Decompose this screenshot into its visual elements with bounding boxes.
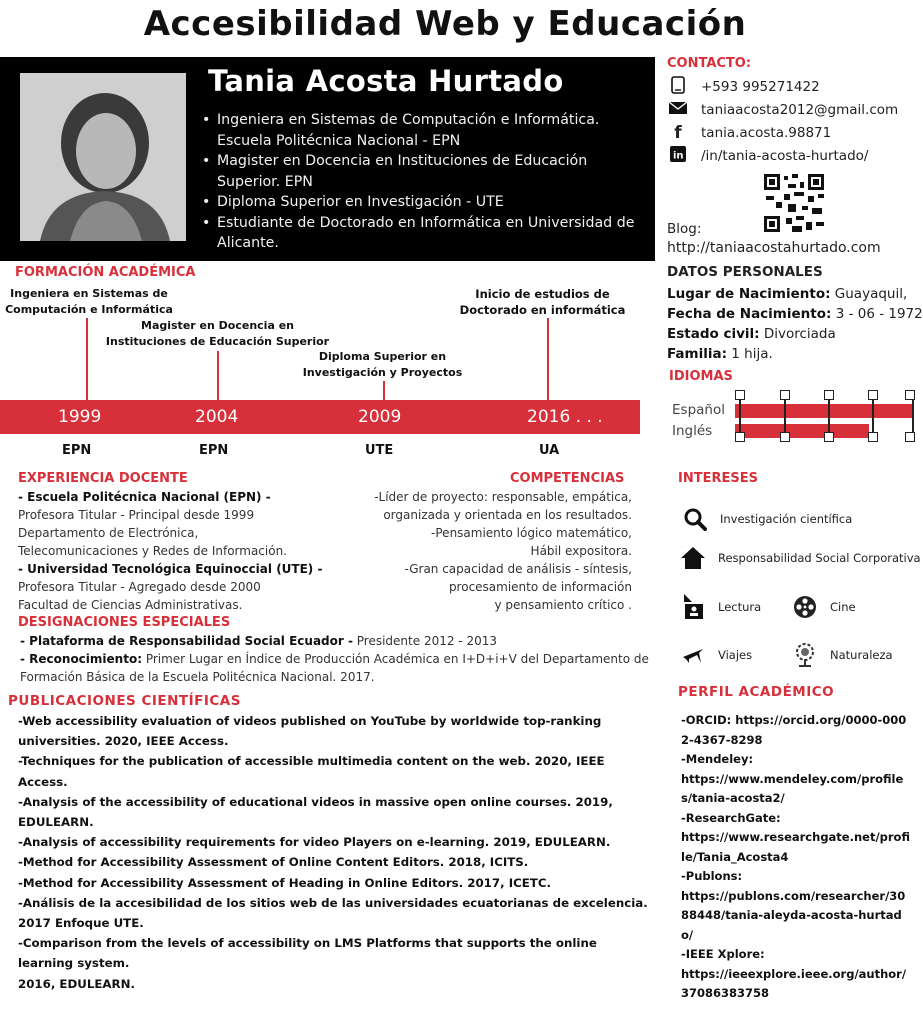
- contact-facebook[interactable]: f tania.acosta.98871: [667, 121, 923, 144]
- ieee-link[interactable]: https://ieeexplore.ieee.org/author/37086383758: [681, 966, 907, 1000]
- contact-linkedin[interactable]: in /in/tania-acosta-hurtado/: [667, 144, 923, 167]
- phone-icon: [667, 76, 689, 98]
- birthplace-row: Lugar de Nacimiento: Guayaquil,: [667, 286, 908, 302]
- email-icon: [667, 101, 689, 119]
- publications-list: [18, 711, 654, 994]
- family-row: Familia: 1 hija.: [667, 346, 773, 362]
- blog-link[interactable]: http://taniaacostahurtado.com: [667, 240, 881, 256]
- tree-icon: [790, 640, 820, 670]
- book-icon: [678, 592, 708, 622]
- magnifier-icon: [680, 504, 710, 534]
- profile-heading: PERFIL ACADÉMICO: [678, 684, 835, 700]
- profile-list: -ORCID: https://orcid.org/0000-0002-4367-8298 -Mendeley: https://www.mendeley.com/profiles/tania-acosta2/ -ResearchGate: https://www.researchgate.net/profile/Tania_Acosta4 -Publons: https://publons.com/researcher/3088448/tania-aleyda-acosta-hurtado/ -IEEE Xplore: https://ieeexplore.ieee.org/author/37086383758: [681, 711, 913, 1004]
- film-reel-icon: [790, 592, 820, 622]
- qr-code[interactable]: [762, 172, 826, 234]
- contact-list: [667, 75, 923, 167]
- interest-reading: Lectura: [678, 592, 761, 622]
- formation-heading: FORMACIÓN ACADÉMICA: [15, 265, 196, 280]
- degree-item: • Ingeniera en Sistemas de Computación e Informática. Escuela Politécnica Nacional - EPN: [200, 110, 650, 151]
- interest-research: Investigación científica: [680, 504, 852, 534]
- publication-item: -Web accessibility evaluation of videos published on YouTube by worldwide top-ranking universities. 2020, IEEE Access.: [18, 714, 602, 749]
- contact-phone: +593 995271422: [667, 75, 923, 98]
- experience-epn: - Escuela Politécnica Nacional (EPN) -: [18, 490, 271, 504]
- blog-label: Blog:: [667, 221, 702, 237]
- house-icon: [678, 543, 708, 573]
- language-levels: [735, 390, 915, 442]
- interests-heading: INTERESES: [678, 471, 758, 486]
- publication-item: -Analysis of accessibility requirements for video Players on e-learning. 2019, EDULEARN.: [18, 835, 611, 850]
- interest-social: Responsabilidad Social Corporativa: [678, 543, 921, 573]
- svg-text:in: in: [673, 150, 684, 161]
- profile-photo: [20, 73, 186, 241]
- publication-item: -Analysis of the accessibility of educational videos in massive open online courses. 2019, EDULEARN.: [18, 794, 613, 830]
- timeline-label-1999: Ingeniera en Sistemas de Computación e Informática: [5, 287, 173, 316]
- interest-nature: Naturaleza: [790, 640, 893, 670]
- timeline-institution: UTE: [365, 443, 394, 458]
- experience-list: - Escuela Politécnica Nacional (EPN) - Profesora Titular - Principal desde 1999 Departamento de Electrónica, Telecomunicaciones y Redes de Información. - Universidad Tecnológica Equinoccial (UTE) - Profesora Titular - Agregado desde 2000 Facultad de Ciencias Administrativas.: [18, 488, 338, 614]
- timeline-label-2004: Magister en Docencia en Instituciones de Educación Superior: [105, 319, 330, 348]
- designations-list: - Plataforma de Responsabilidad Social Ecuador - Presidente 2012 - 2013 - Reconocimiento: Primer Lugar en Índice de Producción Académica en I+D+i+V del Departamento de Formación Básica de la Escuela Politécnica Nacional. 2017.: [20, 634, 649, 684]
- timeline-year: 1999: [58, 407, 102, 427]
- degree-item: • Diploma Superior en Investigación - UTE: [200, 192, 650, 213]
- linkedin-icon: [667, 146, 689, 166]
- timeline-year: 2016 . . .: [527, 407, 603, 427]
- timeline-year: 2004: [195, 407, 239, 427]
- language-name: Español: [672, 402, 725, 418]
- facebook-icon: f: [674, 122, 682, 143]
- timeline-year: 2009: [358, 407, 402, 427]
- researchgate-link[interactable]: https://www.researchgate.net/profile/Tania_Acosta4: [681, 830, 910, 864]
- person-name: Tania Acosta Hurtado: [208, 64, 564, 98]
- page-title: Accesibilidad Web y Educación: [143, 4, 747, 44]
- airplane-icon: [678, 640, 708, 670]
- timeline-institution: EPN: [199, 443, 229, 458]
- timeline-label-2009: Diploma Superior en Investigación y Proyectos: [302, 350, 463, 379]
- civil-status-row: Estado civil: Divorciada: [667, 326, 836, 342]
- experience-ute: - Universidad Tecnológica Equinoccial (UTE) -: [18, 562, 323, 576]
- personal-data-heading: DATOS PERSONALES: [667, 264, 823, 280]
- timeline-institution: UA: [539, 443, 560, 458]
- interest-travel: Viajes: [678, 640, 752, 670]
- interest-cinema: Cine: [790, 592, 856, 622]
- experience-heading: EXPERIENCIA DOCENTE: [18, 471, 188, 486]
- degree-item: • Estudiante de Doctorado en Informática en Universidad de Alicante.: [200, 213, 650, 254]
- competencies-heading: COMPETENCIAS: [510, 471, 625, 486]
- languages-heading: IDIOMAS: [669, 369, 733, 384]
- contact-email[interactable]: taniaacosta2012@gmail.com: [667, 98, 923, 121]
- timeline-label-2016: Inicio de estudios de Doctorado en informática: [459, 287, 626, 317]
- publication-item: -Comparison from the levels of accessibility on LMS Platforms that supports the online learning system.: [18, 936, 597, 971]
- publons-link[interactable]: https://publons.com/researcher/3088448/tania-aleyda-acosta-hurtado/: [681, 888, 906, 942]
- language-level-bar: [735, 424, 869, 438]
- publication-item: 2016, EDULEARN.: [18, 976, 135, 991]
- publication-item: -Method for Accessibility Assessment of Online Content Editors. 2018, ICITS.: [18, 855, 529, 870]
- portrait-image: [20, 73, 186, 241]
- mendeley-link[interactable]: https://www.mendeley.com/profiles/tania-acosta2/: [681, 771, 904, 805]
- language-name: Inglés: [672, 423, 713, 439]
- timeline-institution: EPN: [62, 443, 92, 458]
- birthdate-row: Fecha de Nacimiento: 3 - 06 - 1972: [667, 306, 923, 322]
- header-degree-list: [200, 110, 650, 254]
- publication-item: -Techniques for the publication of accessible multimedia content on the web. 2020, IEEE Access.: [18, 754, 605, 789]
- competencies-list: -Líder de proyecto: responsable, empática, organizada y orientada en los resultados. -Pensamiento lógico matemático, Hábil expositora. -Gran capacidad de análisis - síntesis, procesamiento de información y pensamiento crítico .: [374, 490, 632, 612]
- publication-item: -Análisis de la accesibilidad de los sitios web de las universidades ecuatorianas de excelencia. 2017 Enfoque UTE.: [18, 895, 648, 931]
- degree-item: • Magister en Docencia en Instituciones de Educación Superior. EPN: [200, 151, 650, 192]
- orcid-link[interactable]: -ORCID: https://orcid.org/0000-0002-4367-8298: [681, 713, 907, 747]
- contact-heading: CONTACTO:: [667, 56, 752, 71]
- language-level-bar: [735, 404, 913, 418]
- publications-heading: PUBLICACIONES CIENTÍFICAS: [8, 693, 241, 709]
- designations-heading: DESIGNACIONES ESPECIALES: [18, 615, 231, 630]
- publication-item: -Method for Accessibility Assessment of Heading in Online Editors. 2017, ICETC.: [18, 875, 551, 890]
- personal-data: [667, 284, 923, 364]
